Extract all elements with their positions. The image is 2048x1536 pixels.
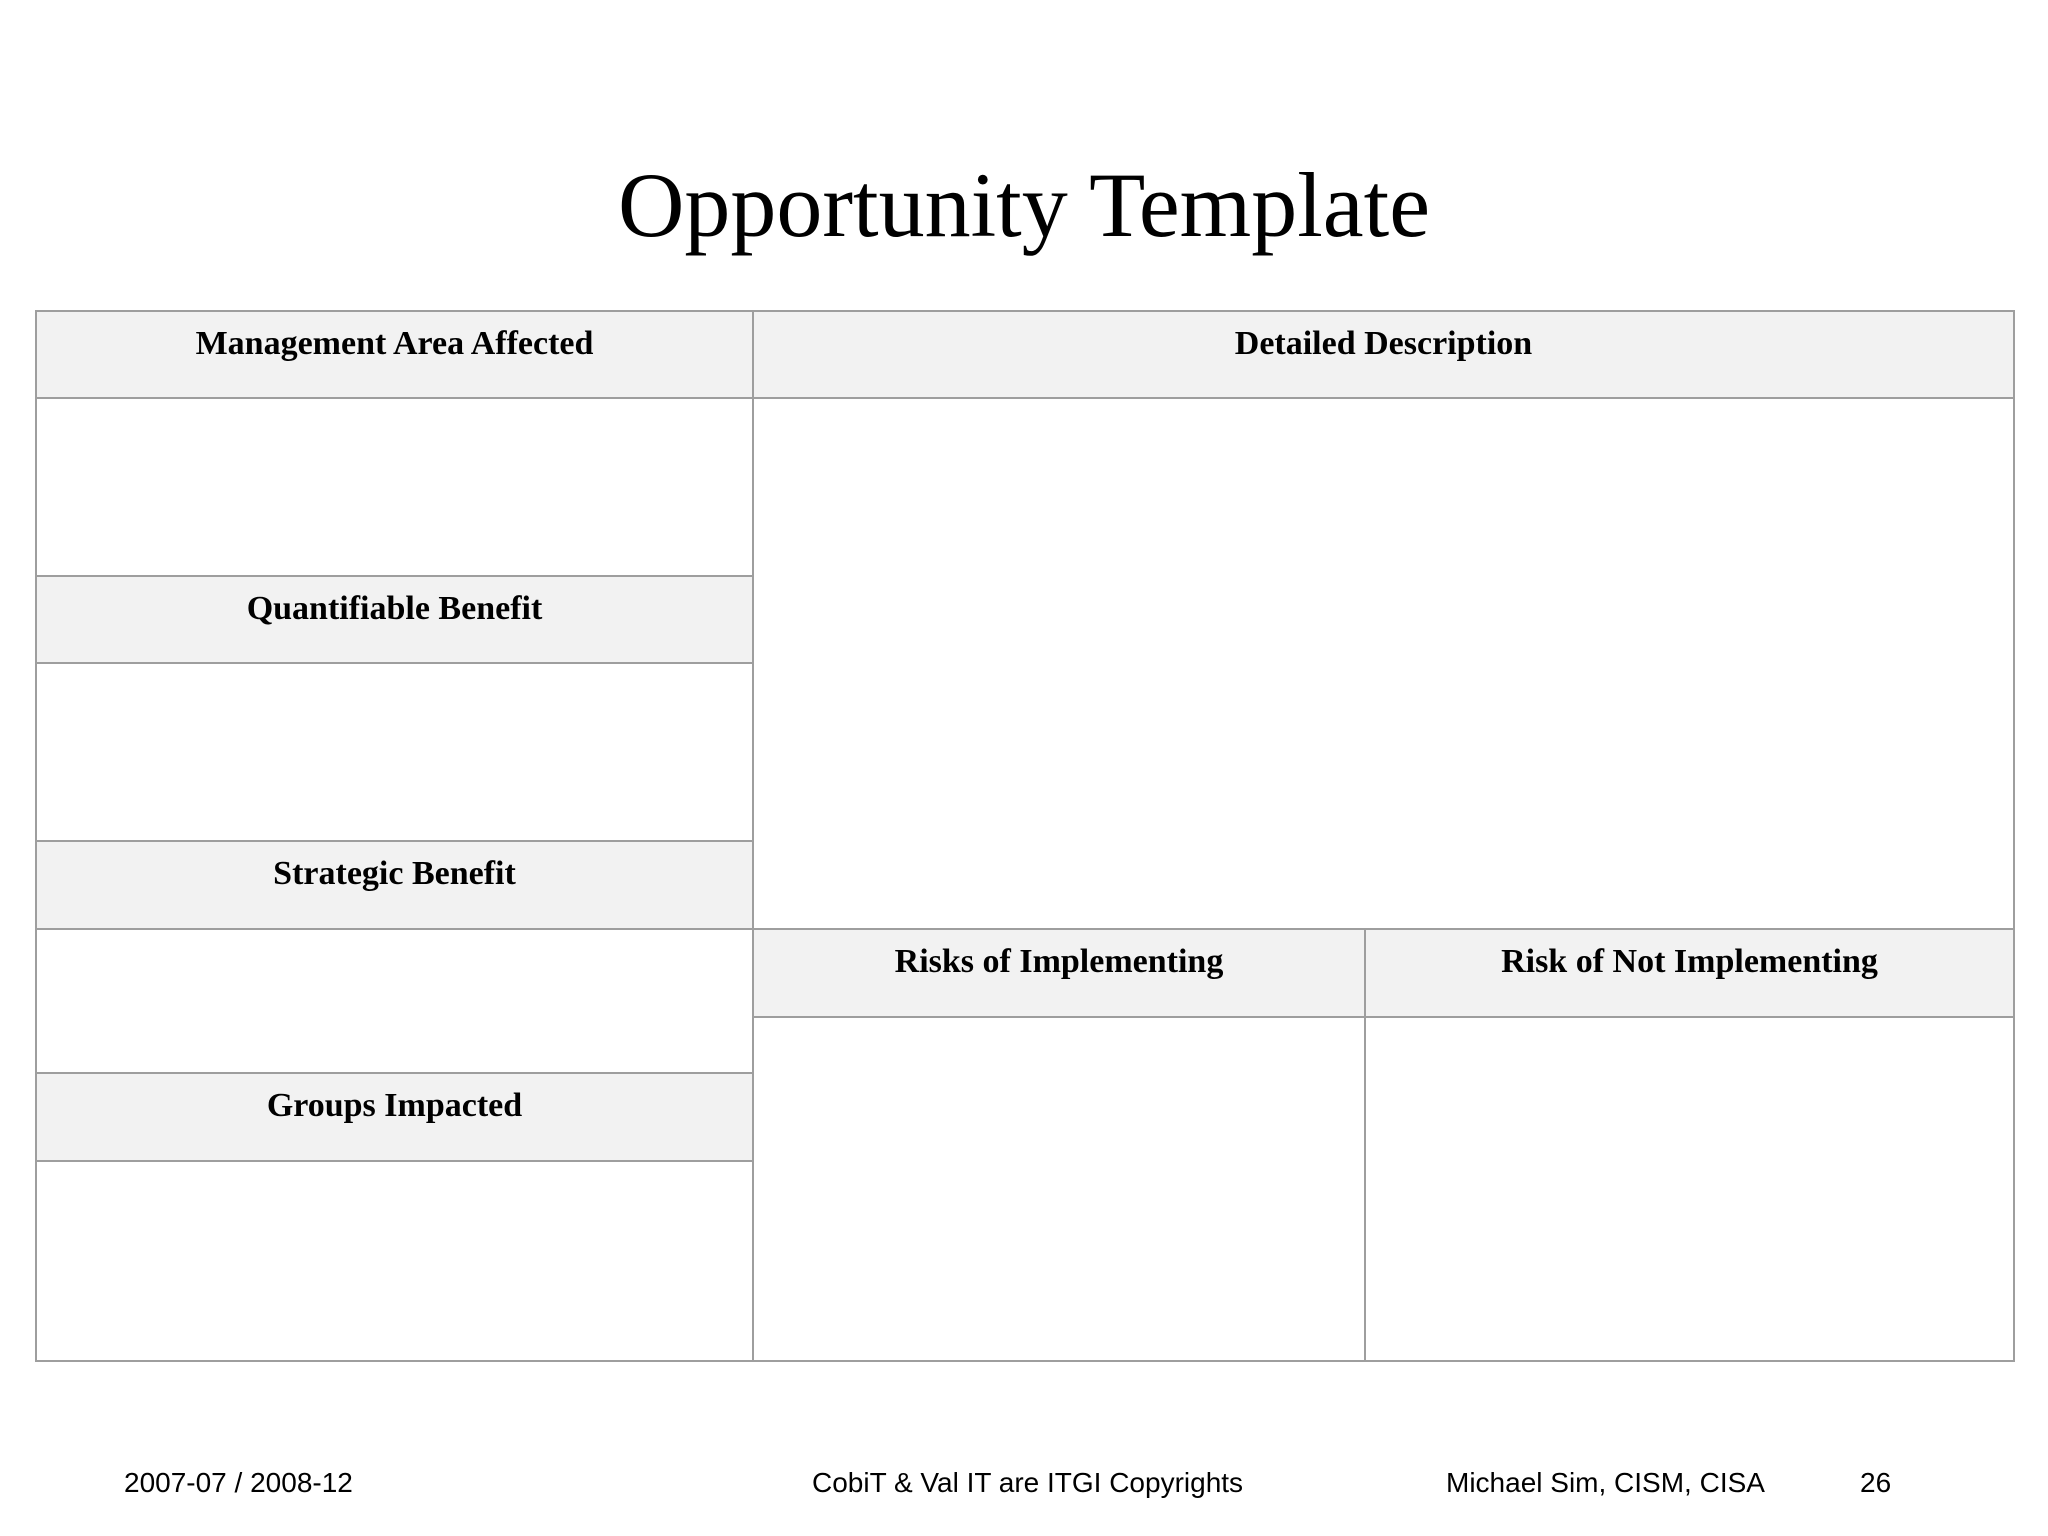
groups-impacted-header: Groups Impacted <box>266 1087 523 1124</box>
detailed-description-input-cell[interactable] <box>752 397 2015 930</box>
strategic-benefit-header: Strategic Benefit <box>273 855 516 892</box>
detailed-description-header-cell <box>752 310 2015 399</box>
slide-title: Opportunity Template <box>617 154 1431 256</box>
groups-impacted-header-cell <box>35 1072 754 1162</box>
footer-page-number: 26 <box>1860 1467 1892 1498</box>
risk-of-not-implementing-header: Risk of Not Implementing <box>1501 943 1878 980</box>
risks-of-implementing-header: Risks of Implementing <box>894 943 1224 980</box>
management-area-input-cell[interactable] <box>35 397 754 577</box>
risk-of-not-implementing-header-cell <box>1364 928 2015 1018</box>
risks-of-implementing-header-cell <box>752 928 1366 1018</box>
groups-impacted-input-cell[interactable] <box>35 1160 754 1362</box>
strategic-benefit-header-cell <box>35 840 754 930</box>
quantifiable-benefit-input-cell[interactable] <box>35 662 754 842</box>
strategic-benefit-input-cell[interactable] <box>35 928 754 1074</box>
detailed-description-header: Detailed Description <box>1234 325 1533 362</box>
management-area-header-cell <box>35 310 754 399</box>
management-area-header: Management Area Affected <box>195 325 594 362</box>
quantifiable-benefit-header-cell <box>35 575 754 664</box>
footer-copyright: CobiT & Val IT are ITGI Copyrights <box>812 1467 1244 1498</box>
risk-of-not-implementing-input-cell[interactable] <box>1364 1016 2015 1362</box>
quantifiable-benefit-header: Quantifiable Benefit <box>246 590 543 627</box>
footer-date-range: 2007-07 / 2008-12 <box>124 1467 353 1498</box>
footer-author: Michael Sim, CISM, CISA <box>1446 1467 1765 1498</box>
risks-of-implementing-input-cell[interactable] <box>752 1016 1366 1362</box>
